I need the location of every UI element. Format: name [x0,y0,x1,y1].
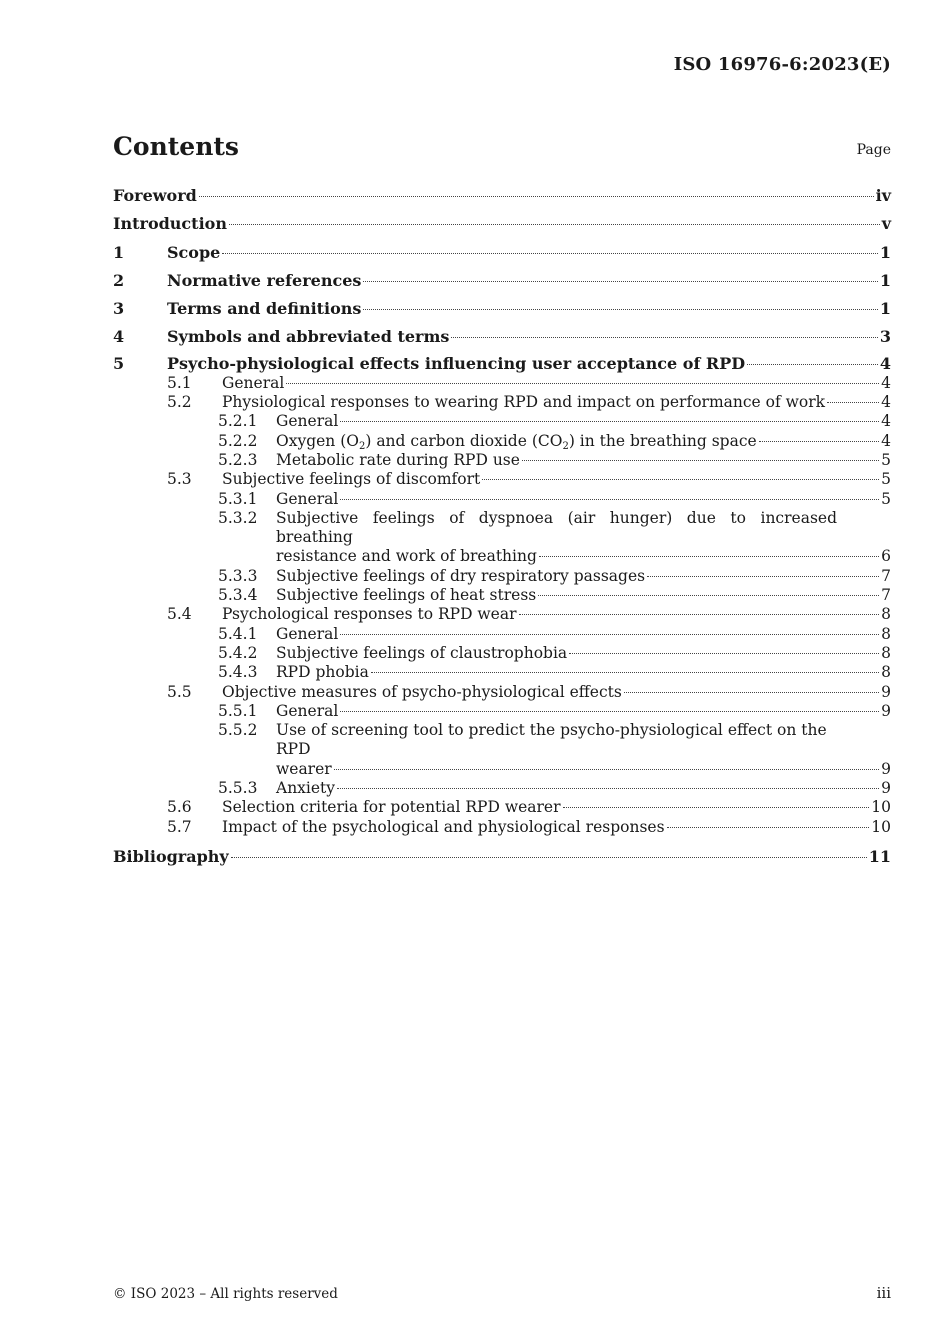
toc-entry-number: 5.3.2 [218,508,258,527]
toc-entry-terms-definitions[interactable] [113,297,891,325]
dot-leader [337,788,879,789]
dot-leader [340,634,879,635]
toc-entry-5-5-2[interactable] [113,721,891,779]
toc-entry-title: Objective measures of psycho-physiological effects [222,682,622,701]
toc-entry-page: 6 [881,547,891,566]
toc-entry-page: 4 [881,393,891,412]
toc-entry-page: 3 [879,327,891,347]
toc-entry-number: 3 [113,299,125,319]
toc-entry-number: 5 [113,353,125,373]
toc-entry-number: 5.7 [167,817,192,836]
toc-entry-title: General [276,412,339,431]
dot-leader [667,827,870,828]
toc-entry-normative-references[interactable] [113,269,891,297]
toc-entry-page: 7 [881,566,891,585]
toc-entry-number: 5.4.3 [218,663,258,682]
toc-entry-number: 5.5.2 [218,721,258,740]
toc-entry-title: Metabolic rate during RPD use [276,450,520,469]
dot-leader [563,807,870,808]
toc-entry-title: Physiological responses to wearing RPD and impact on performance of work [222,393,826,412]
toc-entry-page: 5 [881,450,891,469]
toc-entry-title: Psycho-physiological effects influencing user acceptance of RPD [167,353,746,373]
toc-entry-title-line2: wearer [276,759,332,778]
toc-entry-page: 5 [881,489,891,508]
dot-leader [747,364,878,365]
toc-entry-introduction[interactable] [113,212,891,240]
toc-entry-title: Subjective feelings of heat stress [276,586,537,605]
toc-entry-page: 1 [879,270,891,290]
toc-entry-page: 11 [868,846,891,866]
toc-entry-title: General [276,701,339,720]
toc-entry-title: Anxiety [276,779,336,798]
toc-entry-page: 4 [881,431,891,450]
dot-leader [231,857,867,858]
toc-entry-page: 1 [879,299,891,319]
toc-entry-title: Subjective feelings of dry respiratory passages [276,566,646,585]
contents-heading: Contents [113,132,240,161]
toc-entry-page: 1 [879,242,891,262]
dot-leader [334,769,879,770]
toc-entry-page: 9 [881,759,891,778]
dot-leader [286,383,879,384]
toc-entry-page: 8 [881,643,891,662]
toc-entry-scope[interactable] [113,241,891,269]
dot-leader [340,711,879,712]
toc-entry-5-2[interactable] [113,393,891,412]
toc-entry-number: 5.4.1 [218,624,258,643]
toc-entry-number: 4 [113,327,125,347]
toc-entry-5-4-1[interactable] [113,625,891,644]
toc-entry-5-5-1[interactable] [113,702,891,721]
toc-entry-title: Impact of the psychological and physiological responses [222,817,665,836]
page-number: iii [876,1284,891,1302]
dot-leader [363,309,877,310]
toc-entry-page: 4 [881,412,891,431]
toc-entry-page: 10 [871,798,891,817]
toc-entry-bibliography[interactable] [113,845,891,873]
toc-entry-number: 5.2.1 [218,412,258,431]
dot-leader [199,196,874,197]
toc-entry-page: 9 [881,779,891,798]
toc-entry-title: Normative references [167,270,362,290]
toc-entry-title: Terms and definitions [167,299,362,319]
toc-entry-5-4[interactable] [113,605,891,624]
dot-leader [569,653,879,654]
toc-entry-5-3-1[interactable] [113,490,891,509]
toc-entry-5-5[interactable] [113,683,891,702]
toc-entry-number: 5.2 [167,393,192,412]
toc-entry-title: Introduction [113,214,227,234]
toc-entry-5-5-3[interactable] [113,779,891,798]
toc-entry-psycho-physiological-effects[interactable] [113,354,891,374]
toc-entry-page: iv [875,186,891,205]
toc-entry-page: 4 [879,353,891,373]
toc-entry-title: Selection criteria for potential RPD wearer [222,798,561,817]
toc-entry-number: 5.2.2 [218,431,258,450]
toc-entry-title: Subjective feelings of claustrophobia [276,643,568,662]
toc-entry-title: Foreword [113,186,197,205]
dot-leader [222,253,878,254]
toc-entry-5-3[interactable] [113,470,891,489]
toc-entry-number: 5.6 [167,798,192,817]
toc-entry-title: Psychological responses to RPD wear [222,605,517,624]
toc-entry-title-line1: Subjective feelings of dyspnoea (air hunger) due to increased breathing [276,508,837,547]
toc-entry-number: 5.3.4 [218,586,258,605]
dot-leader [482,479,879,480]
toc-entry-page: v [881,214,891,234]
document-id: ISO 16976-6:2023(E) [673,54,891,75]
page-column-label: Page [856,142,891,158]
toc-entry-number: 5.4.2 [218,643,258,662]
toc-entry-page: 10 [871,817,891,836]
toc-entry-page: 8 [881,624,891,643]
dot-leader [371,672,879,673]
toc-entry-number: 5.5.1 [218,701,258,720]
toc-entry-page: 7 [881,586,891,605]
dot-leader [519,614,880,615]
toc-entry-5-1[interactable] [113,374,891,393]
toc-entry-foreword[interactable] [113,184,891,212]
toc-entry-number: 5.3 [167,470,192,489]
toc-entry-page: 8 [881,663,891,682]
toc-entry-title: Scope [167,242,221,262]
toc-entry-5-4-2[interactable] [113,644,891,663]
toc-entry-page: 8 [881,605,891,624]
toc-entry-number: 2 [113,270,125,290]
dot-leader [647,576,879,577]
dot-leader [827,402,879,403]
table-of-contents [113,184,891,873]
toc-entry-title: RPD phobia [276,663,369,682]
toc-entry-number: 5.3.3 [218,566,258,585]
toc-entry-page: 9 [881,701,891,720]
toc-entry-5-3-4[interactable] [113,586,891,605]
dot-leader [363,281,877,282]
dot-leader [624,692,879,693]
toc-entry-page: 4 [881,373,891,392]
toc-entry-5-2-2[interactable] [113,432,891,451]
toc-entry-number: 5.1 [167,373,192,392]
copyright-notice: © ISO 2023 – All rights reserved [113,1286,338,1302]
toc-entry-page: 5 [881,470,891,489]
toc-entry-5-7[interactable] [113,818,891,837]
toc-entry-5-3-2[interactable] [113,509,891,567]
toc-entry-5-2-1[interactable] [113,412,891,431]
toc-entry-page: 9 [881,682,891,701]
toc-entry-number: 5.3.1 [218,489,258,508]
dot-leader [229,224,880,225]
dot-leader [451,337,877,338]
toc-entry-title: General [222,373,285,392]
toc-entry-number: 5.5 [167,682,192,701]
toc-entry-title-line2: resistance and work of breathing [276,547,537,566]
toc-entry-title: Subjective feelings of discomfort [222,470,481,489]
dot-leader [340,421,879,422]
dot-leader [539,556,879,557]
toc-entry-5-2-3[interactable] [113,451,891,470]
dot-leader [538,595,879,596]
toc-entry-number: 5.2.3 [218,450,258,469]
toc-entry-title: Oxygen $(O_2)$ and carbon dioxide $(CO_2)$ in the breathing space [276,431,757,452]
dot-leader [522,460,879,461]
dot-leader [759,441,879,442]
toc-entry-title: General [276,624,339,643]
toc-entry-title: General [276,489,339,508]
toc-entry-number: 5.4 [167,605,192,624]
toc-entry-5-4-3[interactable] [113,663,891,682]
toc-entry-title: Bibliography [113,846,229,866]
toc-entry-title: Symbols and abbreviated terms [167,327,450,347]
toc-entry-number: 1 [113,242,125,262]
dot-leader [340,499,879,500]
toc-entry-5-3-3[interactable] [113,567,891,586]
toc-entry-5-6[interactable] [113,798,891,817]
toc-entry-symbols[interactable] [113,325,891,353]
toc-entry-title-line1: Use of screening tool to predict the psycho-physiological effect on the RPD [276,721,827,759]
toc-entry-number: 5.5.3 [218,779,258,798]
